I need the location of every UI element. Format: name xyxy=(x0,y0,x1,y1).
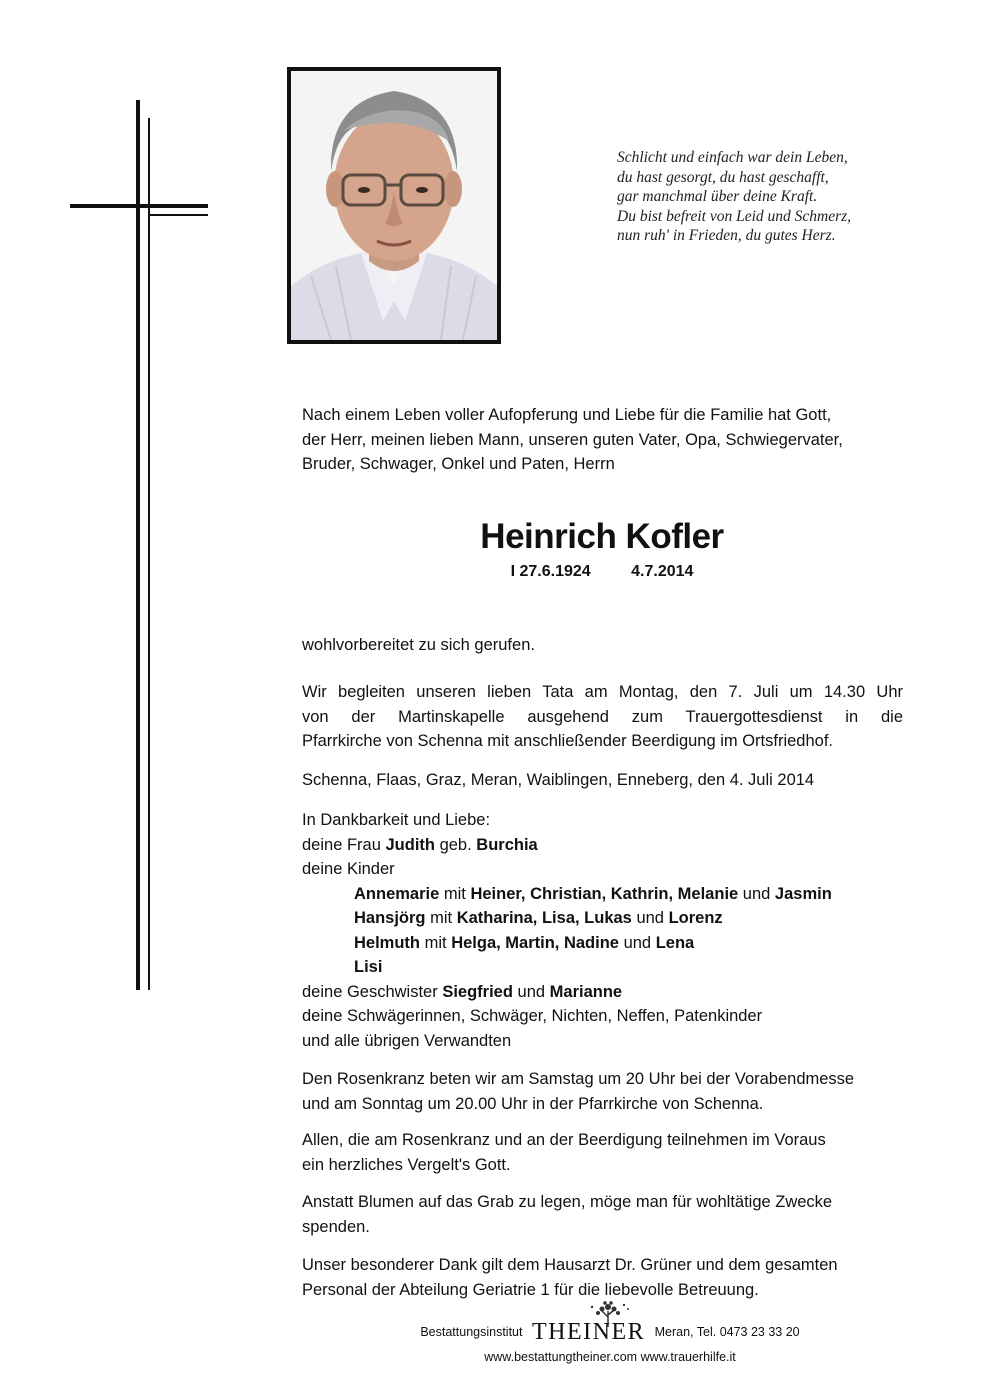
child-family-last: Lorenz xyxy=(668,909,723,927)
funeral-line: Pfarrkirche von Schenna mit anschließender Beerdigung im Ortsfriedhof. xyxy=(302,732,834,750)
wife-geb: geb. xyxy=(439,835,472,854)
life-dates xyxy=(302,561,902,583)
rosary-paragraph xyxy=(302,1067,904,1116)
rosary-line: Den Rosenkranz beten wir am Samstag um 20 Uhr bei der Vorabendmesse xyxy=(302,1070,855,1088)
deceased-name: Heinrich Kofler xyxy=(480,517,724,556)
flowers-paragraph xyxy=(302,1190,904,1239)
child-with: mit xyxy=(430,909,453,927)
poem-line: gar manchmal über deine Kraft. xyxy=(617,188,818,205)
funeral-line: von der Martinskapelle ausgehend zum Trauergottesdienst in die xyxy=(302,707,903,726)
cross-vertical-line xyxy=(148,118,150,990)
cross-horizontal-beam xyxy=(70,204,208,208)
child-with: mit xyxy=(424,933,447,952)
funeral-paragraph xyxy=(302,680,903,754)
intro-paragraph xyxy=(302,403,902,477)
intro-line: der Herr, meinen lieben Mann, unseren guten Vater, Opa, Schwiegervater, xyxy=(302,430,843,449)
portrait-illustration xyxy=(291,71,497,340)
doctor-line: Personal der Abteilung Geriatrie 1 für die liebevolle Betreuung. xyxy=(302,1280,759,1299)
thanks-paragraph xyxy=(302,1128,904,1177)
place-and-date: Schenna, Flaas, Graz, Meran, Waiblingen, Enneberg, den 4. Juli 2014 xyxy=(302,771,815,789)
child-family: Helga, Martin, Nadine xyxy=(451,933,619,952)
wife-line xyxy=(302,833,912,858)
siblings-and: und xyxy=(517,982,546,1001)
cross-horizontal-line xyxy=(148,214,208,216)
contact-info: Meran, Tel. 0473 23 33 20 xyxy=(654,1325,800,1339)
child-name: Annemarie xyxy=(354,884,440,903)
intro-line: Bruder, Schwager, Onkel und Paten, Herrn xyxy=(302,455,615,473)
cross-vertical-beam xyxy=(136,100,140,990)
thanks-line: Allen, die am Rosenkranz und an der Beerdigung teilnehmen im Voraus xyxy=(302,1131,826,1149)
footer-websites: www.bestattungtheiner.com www.trauerhilfe.it xyxy=(484,1350,736,1364)
intro-line: Nach einem Leben voller Aufopferung und Liebe für die Familie hat Gott, xyxy=(302,406,832,424)
child-line xyxy=(302,955,912,980)
rosary-line: und am Sonntag um 20.00 Uhr in der Pfarrkirche von Schenna. xyxy=(302,1094,764,1113)
institute-label: Bestattungsinstitut xyxy=(420,1325,523,1339)
child-and: und xyxy=(623,933,652,952)
flowers-line: spenden. xyxy=(302,1217,370,1236)
poem-line: nun ruh' in Frieden, du gutes Herz. xyxy=(617,227,836,244)
wife-name: Judith xyxy=(385,835,435,854)
poem-line: du hast gesorgt, du hast geschafft, xyxy=(617,168,829,186)
sibling-name: Marianne xyxy=(549,982,623,1001)
child-with: mit xyxy=(443,884,466,903)
funeral-line: Wir begleiten unseren lieben Tata am Montag, den 7. Juli um 14.30 Uhr xyxy=(302,683,903,701)
wife-prefix: deine Frau xyxy=(302,835,381,854)
doctor-paragraph xyxy=(302,1253,904,1302)
doctor-line: Unser besonderer Dank gilt dem Hausarzt Dr. Grüner und dem gesamten xyxy=(302,1256,838,1274)
child-line xyxy=(302,906,912,931)
family-list xyxy=(302,808,912,1053)
wife-maiden-name: Burchia xyxy=(476,835,538,854)
poem-line: Du bist befreit von Leid und Schmerz, xyxy=(617,207,852,225)
child-name: Lisi xyxy=(354,958,383,976)
footer-line xyxy=(300,1319,920,1345)
birth-date: 27.6.1924 xyxy=(519,563,591,580)
flowers-line: Anstatt Blumen auf das Grab zu legen, möge man für wohltätige Zwecke xyxy=(302,1193,833,1211)
sibling-name: Siegfried xyxy=(442,982,513,1001)
child-family: Heiner, Christian, Kathrin, Melanie xyxy=(470,884,739,903)
child-name: Helmuth xyxy=(354,933,420,952)
child-and: und xyxy=(636,909,664,927)
child-name: Hansjörg xyxy=(354,909,426,927)
poem xyxy=(617,148,947,246)
child-and: und xyxy=(742,884,771,903)
child-line xyxy=(302,882,912,907)
called-to-god: wohlvorbereitet zu sich gerufen. xyxy=(302,636,535,654)
child-family-last: Jasmin xyxy=(774,884,832,903)
death-date: 4.7.2014 xyxy=(631,563,694,580)
poem-line: Schlicht und einfach war dein Leben, xyxy=(617,149,848,166)
birth-symbol: I xyxy=(510,563,516,580)
siblings-prefix: deine Geschwister xyxy=(302,982,438,1001)
child-family-last: Lena xyxy=(655,933,695,952)
brand-logo: THEINER xyxy=(531,1319,646,1345)
family-heading: In Dankbarkeit und Liebe: xyxy=(302,811,491,829)
relatives-line: und alle übrigen Verwandten xyxy=(302,1031,512,1050)
children-label: deine Kinder xyxy=(302,860,395,878)
thanks-line: ein herzliches Vergelt's Gott. xyxy=(302,1155,511,1174)
child-family: Katharina, Lisa, Lukas xyxy=(456,909,632,927)
inlaws-line: deine Schwägerinnen, Schwäger, Nichten, Neffen, Patenkinder xyxy=(302,1007,763,1025)
portrait-photo xyxy=(287,67,501,344)
siblings-line xyxy=(302,980,912,1005)
child-line xyxy=(302,931,912,956)
